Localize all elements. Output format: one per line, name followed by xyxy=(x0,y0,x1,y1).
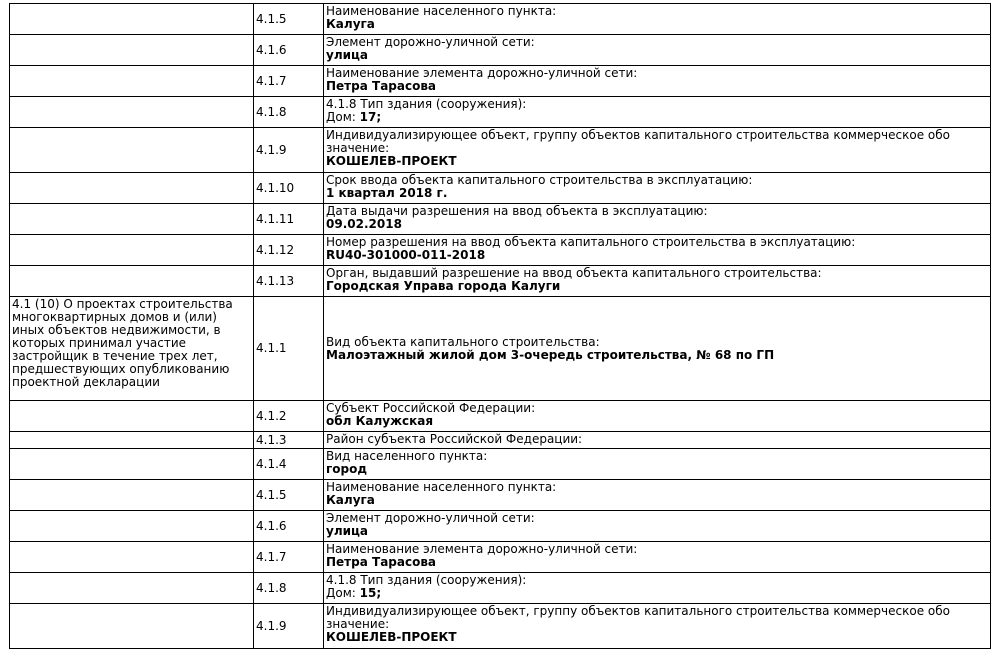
row-content xyxy=(324,173,991,204)
row-content xyxy=(324,66,991,97)
table-row xyxy=(10,235,991,266)
field-label: Срок ввода объекта капитального строительства в эксплуатацию: xyxy=(326,173,753,187)
row-content xyxy=(324,573,991,604)
field-label: Индивидуализирующее объект, группу объектов капитального строительства коммерческое обо xyxy=(326,604,950,618)
table-row xyxy=(10,173,991,204)
field-prefix: Дом: xyxy=(326,110,360,124)
table-row xyxy=(10,401,991,432)
row-content xyxy=(324,204,991,235)
field-value: Петра Тарасова xyxy=(326,555,437,569)
row-content xyxy=(324,432,991,449)
section-cell xyxy=(10,173,254,204)
section-cell xyxy=(10,604,254,649)
table-row xyxy=(10,204,991,235)
section-cell xyxy=(10,235,254,266)
row-number: 4.1.13 xyxy=(254,266,324,297)
field-label: Номер разрешения на ввод объекта капитального строительства в эксплуатацию: xyxy=(326,235,856,249)
field-value: город xyxy=(326,462,368,476)
field-label: Элемент дорожно-уличной сети: xyxy=(326,35,535,49)
row-number: 4.1.1 xyxy=(254,297,324,401)
table-row xyxy=(10,573,991,604)
table-row xyxy=(10,604,991,649)
row-number: 4.1.5 xyxy=(254,4,324,35)
field-value: улица xyxy=(326,48,369,62)
row-content xyxy=(324,449,991,480)
field-value: 17; xyxy=(359,110,382,124)
row-number: 4.1.7 xyxy=(254,542,324,573)
field-value: Калуга xyxy=(326,493,375,507)
declaration-table xyxy=(9,3,991,649)
field-label: Дата выдачи разрешения на ввод объекта в эксплуатацию: xyxy=(326,204,708,218)
table-row xyxy=(10,35,991,66)
field-label: Наименование населенного пункта: xyxy=(326,4,557,18)
table-row xyxy=(10,480,991,511)
section-cell xyxy=(10,128,254,173)
field-label-continued: значение: xyxy=(326,141,390,155)
section-cell xyxy=(10,432,254,449)
field-value: 15; xyxy=(359,586,382,600)
table-row xyxy=(10,128,991,173)
field-label: Наименование населенного пункта: xyxy=(326,480,557,494)
field-value: КОШЕЛЕВ-ПРОЕКТ xyxy=(326,630,457,644)
field-value: улица xyxy=(326,524,369,538)
row-content xyxy=(324,128,991,173)
section-cell xyxy=(10,401,254,432)
row-number: 4.1.7 xyxy=(254,66,324,97)
field-label: Индивидуализирующее объект, группу объектов капитального строительства коммерческое обо xyxy=(326,128,950,142)
table-row xyxy=(10,432,991,449)
field-value: Малоэтажный жилой дом 3-очередь строительства, № 68 по ГП xyxy=(326,348,775,362)
row-number: 4.1.8 xyxy=(254,573,324,604)
row-number: 4.1.9 xyxy=(254,128,324,173)
row-content xyxy=(324,401,991,432)
section-cell xyxy=(10,511,254,542)
table-row xyxy=(10,66,991,97)
table-row xyxy=(10,297,991,401)
section-cell xyxy=(10,4,254,35)
section-cell xyxy=(10,542,254,573)
row-content xyxy=(324,4,991,35)
field-value: Городская Управа города Калуги xyxy=(326,279,561,293)
row-content xyxy=(324,604,991,649)
field-value: 1 квартал 2018 г. xyxy=(326,186,448,200)
section-cell xyxy=(10,449,254,480)
section-cell xyxy=(10,97,254,128)
table-row xyxy=(10,97,991,128)
field-label-continued: значение: xyxy=(326,617,390,631)
row-content xyxy=(324,35,991,66)
section-cell xyxy=(10,35,254,66)
row-content xyxy=(324,235,991,266)
field-label: 4.1.8 Тип здания (сооружения): xyxy=(326,97,527,111)
field-label: Наименование элемента дорожно-уличной сети: xyxy=(326,542,638,556)
field-label: Вид объекта капитального строительства: xyxy=(326,335,600,349)
field-label: Субъект Российской Федерации: xyxy=(326,401,536,415)
row-content xyxy=(324,97,991,128)
field-value-line xyxy=(326,110,381,124)
row-number: 4.1.2 xyxy=(254,401,324,432)
section-cell xyxy=(10,66,254,97)
table-row xyxy=(10,4,991,35)
row-number: 4.1.3 xyxy=(254,432,324,449)
field-label: Элемент дорожно-уличной сети: xyxy=(326,511,535,525)
section-cell xyxy=(10,204,254,235)
row-content xyxy=(324,266,991,297)
row-number: 4.1.9 xyxy=(254,604,324,649)
row-number: 4.1.6 xyxy=(254,35,324,66)
field-label: Орган, выдавший разрешение на ввод объекта капитального строительства: xyxy=(326,266,822,280)
row-number: 4.1.6 xyxy=(254,511,324,542)
row-number: 4.1.10 xyxy=(254,173,324,204)
field-value: обл Калужская xyxy=(326,414,434,428)
row-number: 4.1.4 xyxy=(254,449,324,480)
row-number: 4.1.8 xyxy=(254,97,324,128)
table-row xyxy=(10,266,991,297)
section-cell xyxy=(10,266,254,297)
field-value: 09.02.2018 xyxy=(326,217,402,231)
field-label: 4.1.8 Тип здания (сооружения): xyxy=(326,573,527,587)
field-value: Петра Тарасова xyxy=(326,79,437,93)
field-prefix: Дом: xyxy=(326,586,360,600)
row-number: 4.1.11 xyxy=(254,204,324,235)
row-content xyxy=(324,480,991,511)
row-number: 4.1.5 xyxy=(254,480,324,511)
section-cell xyxy=(10,573,254,604)
table-row xyxy=(10,449,991,480)
field-value: Калуга xyxy=(326,17,375,31)
field-label: Наименование элемента дорожно-уличной сети: xyxy=(326,66,638,80)
row-content xyxy=(324,542,991,573)
field-label: Район субъекта Российской Федерации: xyxy=(326,432,583,446)
section-heading: 4.1 (10) О проектах строительства многоквартирных домов и (или) иных объектов недвижимости, в которых принимал участие застройщик в течение трех лет, предшествующих опубликованию проектной декларации xyxy=(10,297,254,401)
table-row xyxy=(10,542,991,573)
row-number: 4.1.12 xyxy=(254,235,324,266)
section-cell xyxy=(10,480,254,511)
row-content xyxy=(324,297,991,401)
row-content xyxy=(324,511,991,542)
field-value-line xyxy=(326,586,381,600)
table-row xyxy=(10,511,991,542)
field-value: КОШЕЛЕВ-ПРОЕКТ xyxy=(326,154,457,168)
field-label: Вид населенного пункта: xyxy=(326,449,488,463)
field-value: RU40-301000-011-2018 xyxy=(326,248,486,262)
